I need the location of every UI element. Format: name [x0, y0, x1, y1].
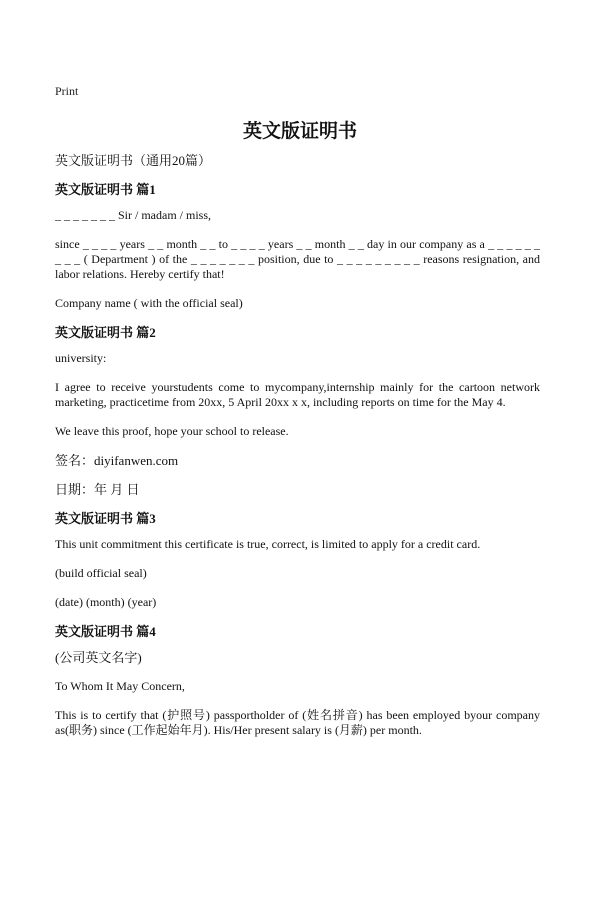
section-3	[55, 511, 540, 610]
date-placeholder-line: (date) (month) (year)	[55, 595, 157, 609]
seal-line: (build official seal)	[55, 566, 147, 580]
salutation-line: _ _ _ _ _ _ _ Sir / madam / miss,	[55, 208, 211, 222]
date-line: 日期：年 月 日	[55, 482, 140, 497]
section-4	[55, 624, 540, 738]
greeting-line: To Whom It May Concern,	[55, 679, 185, 693]
commitment-paragraph: This unit commitment this certificate is true, correct, is limited to apply for a credit card.	[55, 537, 481, 551]
company-name-line: (公司英文名字)	[55, 650, 142, 665]
signature-line: 签名：diyifanwen.com	[55, 453, 179, 468]
company-seal-line: Company name ( with the official seal)	[55, 296, 243, 310]
certificate-paragraph: since _ _ _ _ years _ _ month _ _ to _ _ _ _ years _ _ month _ _ day in our company as a _ _ _ _ _ _ _ _ _ ( Department ) of the _ _ _ _ _ _ _ position, due to _ _ _ _ _ _ _ _ _ reasons resignation, and labor relations. Hereby certify that!	[55, 237, 540, 281]
document-title: 英文版证明书	[242, 121, 357, 142]
employment-paragraph: This is to certify that (护照号) passportholder of (姓名拼音) has been employed byour company as(职务) since (工作起始年月). His/Her present salary is (月薪) per month.	[55, 708, 540, 737]
section-heading: 英文版证明书 篇2	[55, 325, 156, 340]
section-heading: 英文版证明书 篇1	[55, 182, 156, 197]
document-body	[55, 153, 540, 752]
release-line: We leave this proof, hope your school to release.	[55, 424, 289, 438]
section-heading: 英文版证明书 篇3	[55, 511, 156, 526]
addressee-line: university:	[55, 351, 107, 365]
document-subtitle: 英文版证明书（通用20篇）	[55, 153, 212, 168]
print-link[interactable]: Print	[55, 84, 79, 98]
section-heading: 英文版证明书 篇4	[55, 624, 156, 639]
section-2	[55, 325, 540, 497]
section-1	[55, 182, 540, 311]
internship-paragraph: I agree to receive yourstudents come to mycompany,internship mainly for the cartoon network marketing, practicetime from 20xx, 5 April 20xx x x, including reports on time for the May 4.	[55, 380, 540, 409]
